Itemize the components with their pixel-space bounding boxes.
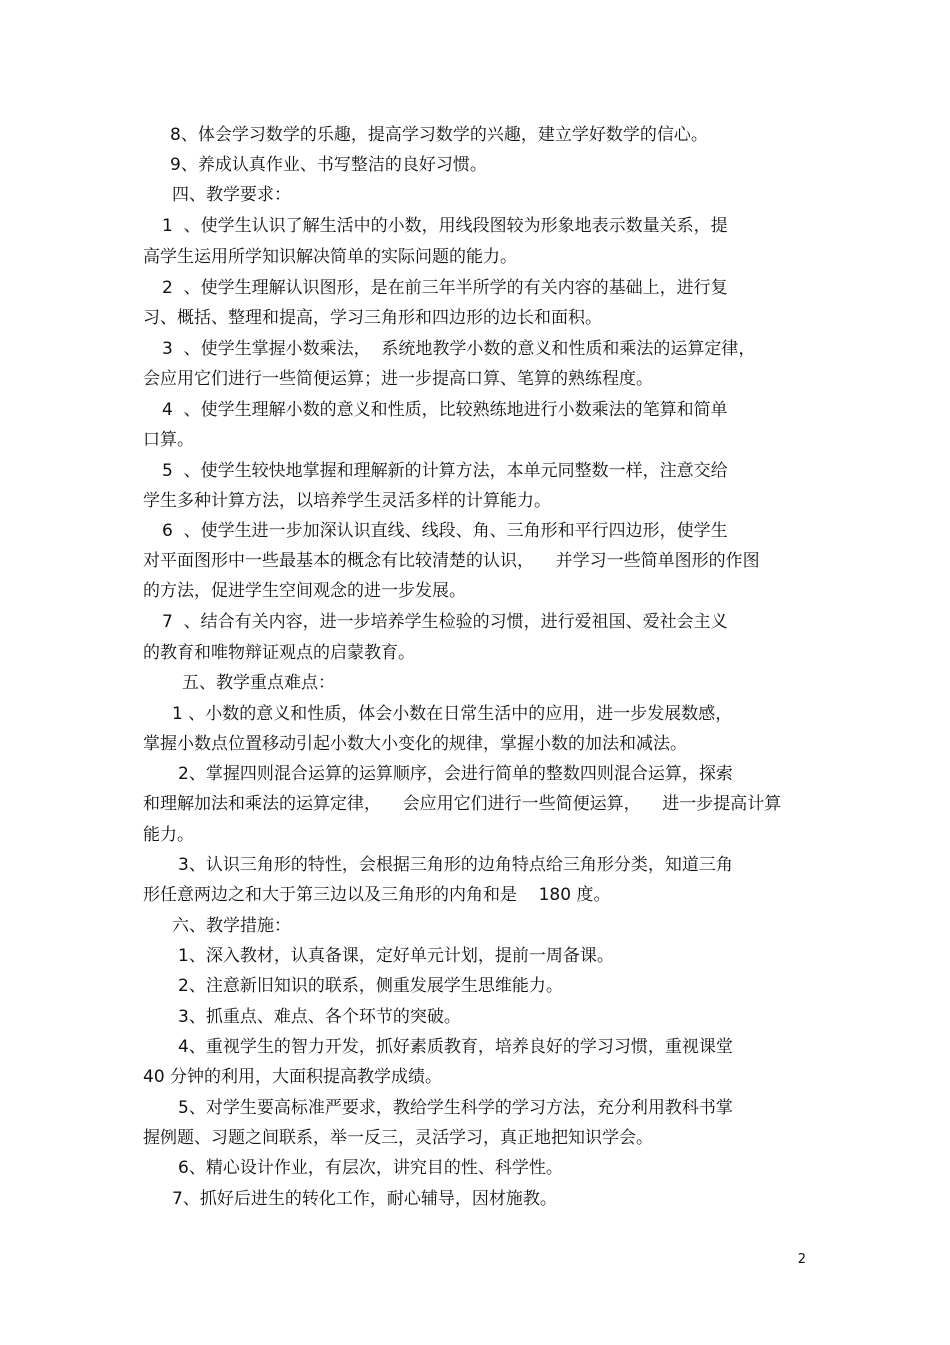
text-line: 6 、使学生进一步加深认识直线、线段、角、三角形和平行四边形，使学生 — [162, 521, 728, 541]
text-line: 口算。 — [143, 430, 194, 450]
text-line: 4、重视学生的智力开发，抓好素质教育，培养良好的学习习惯，重视课堂 — [178, 1037, 733, 1057]
text-line: 会应用它们进行一些简便运算；进一步提高口算、笔算的熟练程度。 — [143, 369, 653, 389]
text-line: 高学生运用所学知识解决简单的实际问题的能力。 — [143, 247, 517, 267]
text-line: 学生多种计算方法，以培养学生灵活多样的计算能力。 — [143, 491, 551, 511]
text-line: 3、抓重点、难点、各个环节的突破。 — [178, 1007, 461, 1027]
section-heading: 五、教学重点难点： — [182, 673, 335, 693]
text-line: 掌握小数点位置移动引起小数大小变化的规律，掌握小数的加法和减法。 — [143, 734, 687, 754]
text-line: 7 、结合有关内容，进一步培养学生检验的习惯，进行爱祖国、爱社会主义 — [162, 612, 728, 632]
text-line: 8、体会学习数学的乐趣，提高学习数学的兴趣，建立学好数学的信心。 — [170, 125, 708, 145]
text-line: 5 、使学生较快地掌握和理解新的计算方法，本单元同整数一样，注意交给 — [162, 461, 728, 481]
text-line: 4 、使学生理解小数的意义和性质，比较熟练地进行小数乘法的笔算和简单 — [162, 400, 728, 420]
page-number: 2 — [797, 1252, 806, 1267]
text-line: 7、抓好后进生的转化工作，耐心辅导，因材施教。 — [172, 1189, 557, 1209]
text-line: 1 、小数的意义和性质，体会小数在日常生活中的应用，进一步发展数感， — [172, 704, 733, 724]
text-line: 9、养成认真作业、书写整洁的良好习惯。 — [170, 155, 487, 175]
text-line: 2、掌握四则混合运算的运算顺序，会进行简单的整数四则混合运算，探索 — [178, 764, 733, 784]
text-line: 40 分钟的利用，大面积提高教学成绩。 — [143, 1067, 443, 1087]
text-line: 2 、使学生理解认识图形，是在前三年半所学的有关内容的基础上，进行复 — [162, 278, 728, 298]
text-line: 能力。 — [143, 825, 194, 845]
text-line: 5、对学生要高标准严要求，教给学生科学的学习方法，充分利用教科书掌 — [178, 1098, 733, 1118]
text-line: 的方法，促进学生空间观念的进一步发展。 — [143, 581, 466, 601]
text-line: 对平面图形中一些最基本的概念有比较清楚的认识， 并学习一些简单图形的作图 — [143, 551, 760, 571]
text-line: 习、概括、整理和提高，学习三角形和四边形的边长和面积。 — [143, 308, 602, 328]
text-line: 形任意两边之和大于第三边以及三角形的内角和是 180 度。 — [143, 885, 611, 905]
text-line: 握例题、习题之间联系，举一反三，灵活学习，真正地把知识学会。 — [143, 1128, 653, 1148]
text-line: 的教育和唯物辩证观点的启蒙教育。 — [143, 643, 415, 663]
text-line: 2、注意新旧知识的联系，侧重发展学生思维能力。 — [178, 976, 563, 996]
text-line: 6、精心设计作业，有层次，讲究目的性、科学性。 — [178, 1158, 563, 1178]
text-line: 3 、使学生掌握小数乘法， 系统地教学小数的意义和性质和乘法的运算定律， — [162, 339, 756, 359]
text-line: 1 、使学生认识了解生活中的小数，用线段图较为形象地表示数量关系，提 — [162, 216, 728, 236]
section-heading: 六、教学措施： — [172, 916, 291, 936]
text-line: 和理解加法和乘法的运算定律， 会应用它们进行一些简便运算， 进一步提高计算 — [143, 794, 782, 814]
section-heading: 四、教学要求： — [172, 185, 291, 205]
text-line: 3、认识三角形的特性，会根据三角形的边角特点给三角形分类，知道三角 — [178, 855, 733, 875]
text-line: 1、深入教材，认真备课，定好单元计划，提前一周备课。 — [178, 946, 614, 966]
